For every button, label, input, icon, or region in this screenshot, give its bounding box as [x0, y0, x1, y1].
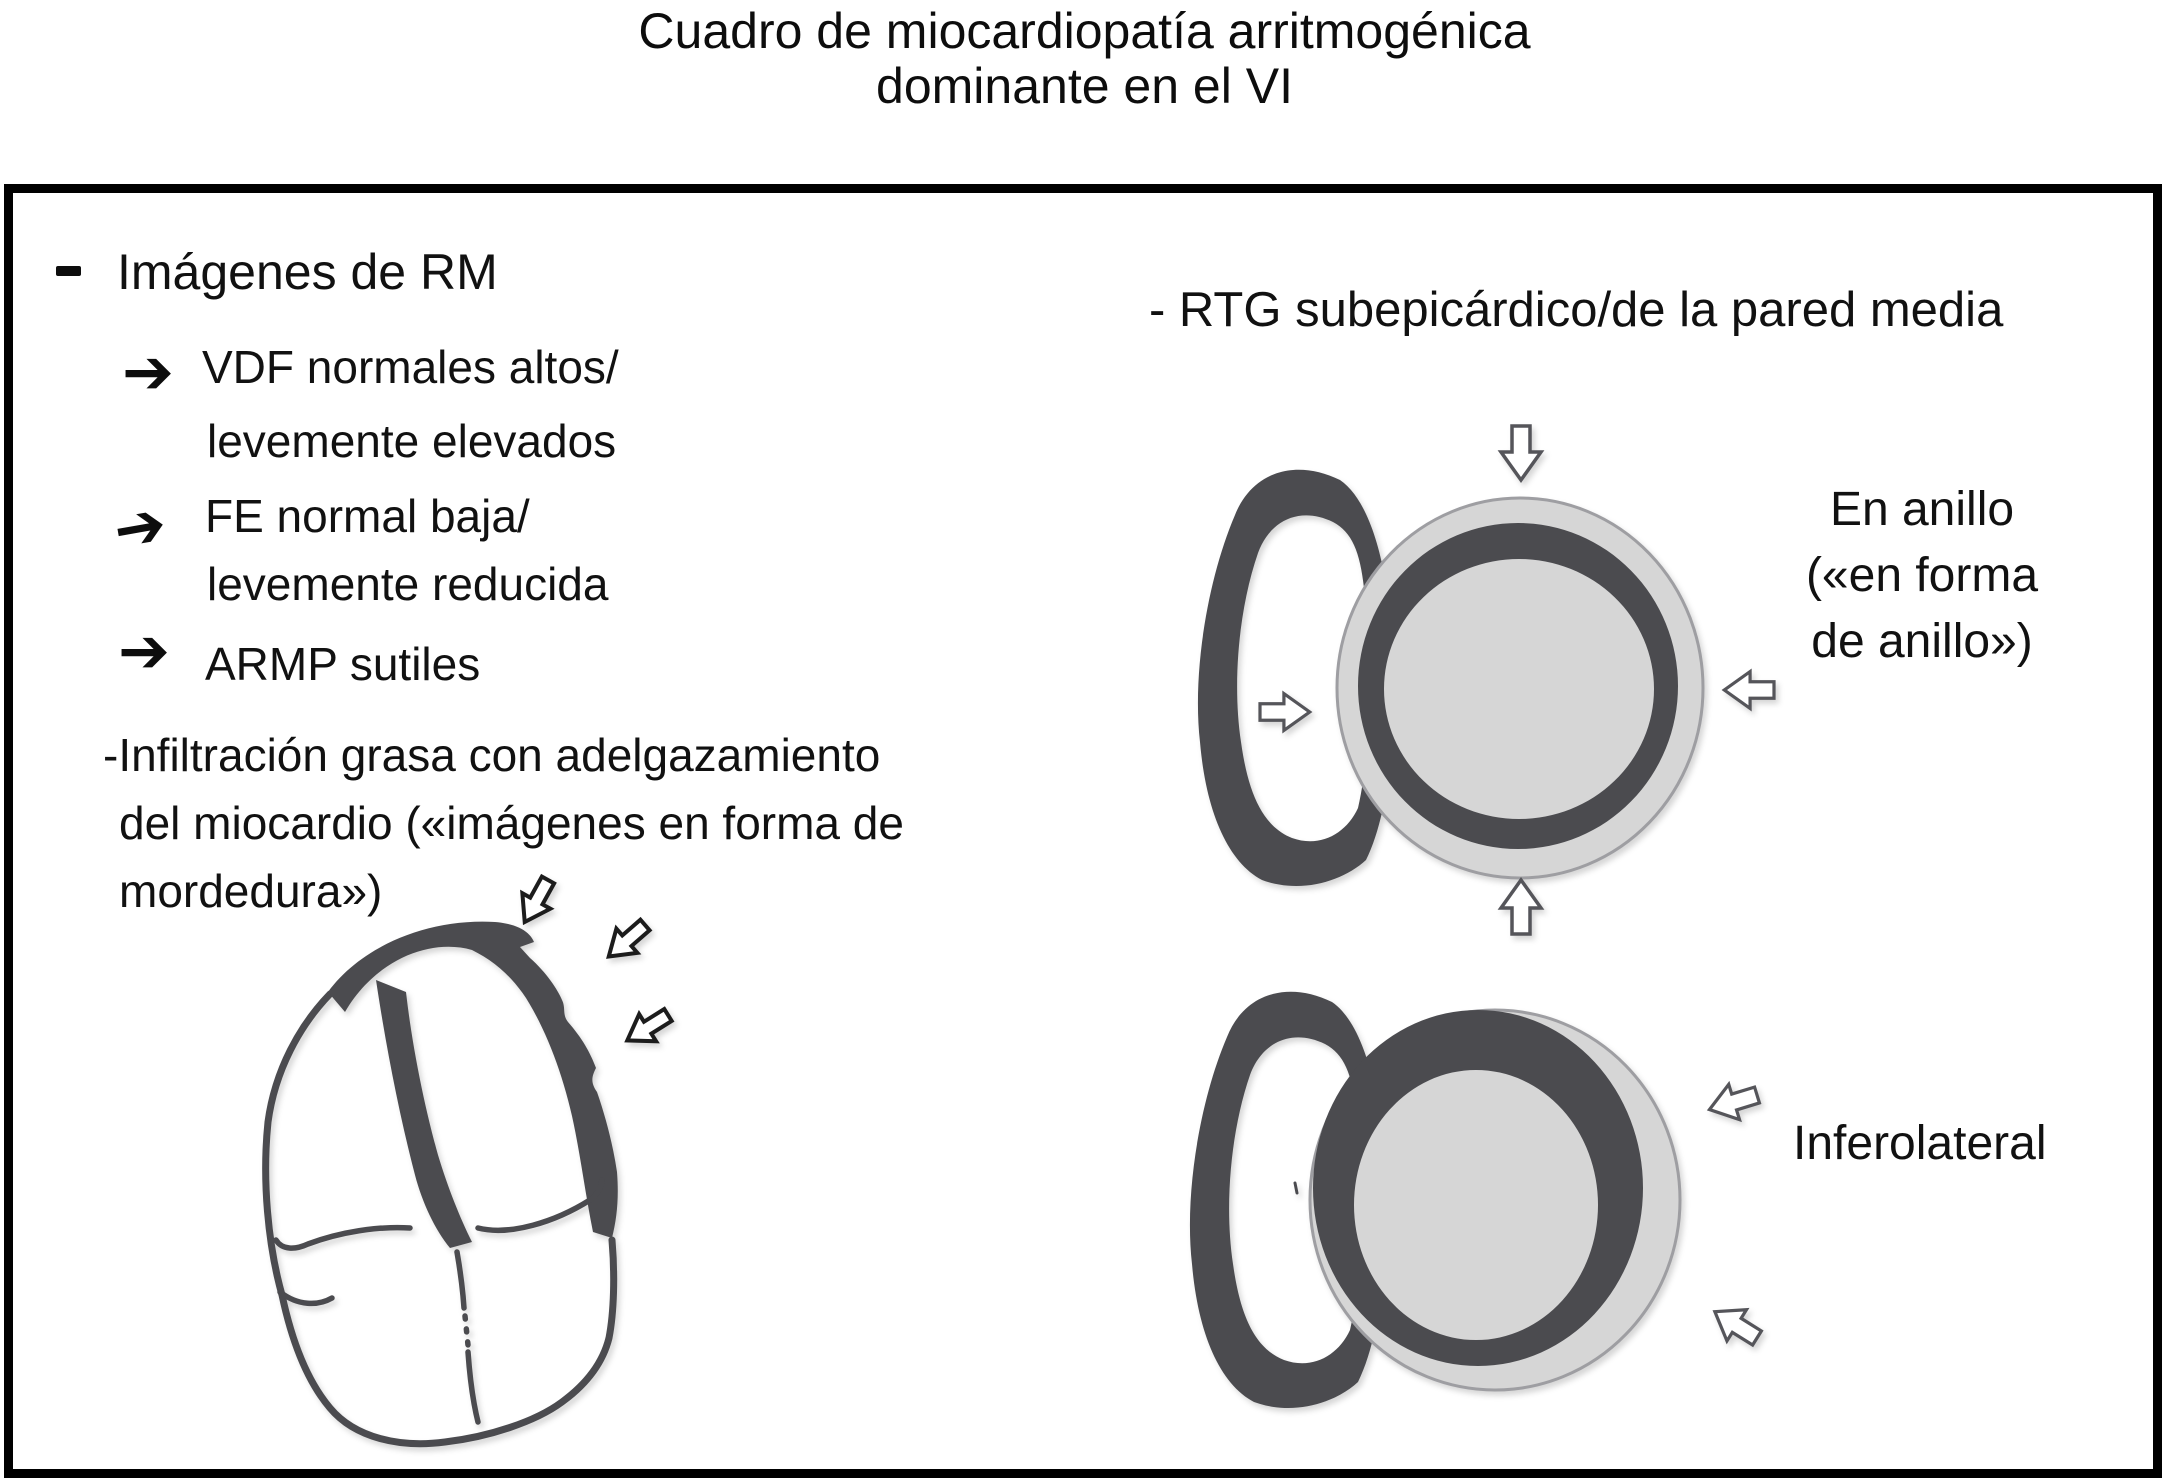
inward-arrow-bottom-icon	[1501, 880, 1541, 934]
lv-ring-diagram-inferolateral	[1140, 960, 1800, 1430]
bullet-item-fe-line1: FE normal baja/	[205, 490, 530, 542]
inward-arrow-left-icon	[1260, 694, 1310, 731]
atrial-fold-line	[280, 1292, 332, 1303]
figure-title	[0, 4, 2169, 114]
pen-mark	[1295, 1183, 1297, 1193]
ring-pattern-label-line3: de anillo»)	[1811, 615, 2033, 668]
left-av-groove-line	[276, 1228, 410, 1248]
bullet-arrow-icon: ➔	[118, 614, 170, 687]
thinned-wall-band	[328, 922, 618, 1238]
fat-infiltration-note-line3: mordedura»)	[119, 865, 383, 917]
inferolateral-label: Inferolateral	[1793, 1117, 2047, 1170]
figure-title-line1: Cuadro de miocardiopatía arritmogénica	[638, 3, 1531, 59]
fat-infiltration-note-line2: del miocardio («imágenes en forma de	[119, 797, 904, 849]
right-av-groove-line	[478, 1180, 602, 1230]
bullet-arrow-icon: ➔	[122, 335, 174, 408]
mri-section-heading: Imágenes de RM	[117, 244, 498, 300]
heart-long-axis-sketch	[210, 850, 710, 1475]
bite-arrow-icon	[511, 872, 562, 929]
figure-title-line2: dominante en el VI	[876, 58, 1293, 114]
bullet-item-armp: ARMP sutiles	[205, 638, 481, 690]
bite-arrow-icon	[598, 913, 655, 969]
interatrial-line-lower	[468, 1352, 478, 1422]
ring-pattern-label	[1762, 477, 2082, 675]
dash-bullet-icon	[56, 266, 81, 276]
lge-section-heading: - RTG subepicárdico/de la pared media	[1149, 283, 2004, 337]
bullet-arrow-icon: ➔	[107, 486, 172, 567]
bite-arrow-icon	[619, 1001, 677, 1054]
interatrial-line-upper	[457, 1252, 464, 1308]
ring-pattern-label-line1: En anillo	[1829, 483, 2015, 536]
bullet-item-vdf-line2: levemente elevados	[207, 415, 617, 467]
inward-arrow-right-icon	[1724, 672, 1774, 709]
lv-ring-diagram-annular	[1140, 390, 1800, 960]
inferolateral-arrow-upper-icon	[1704, 1077, 1762, 1127]
fat-infiltration-note-line1: -Infiltración grasa con adelgazamiento	[103, 729, 881, 781]
bullet-item-vdf-line1: VDF normales altos/	[202, 341, 619, 393]
ring-pattern-label-line2: («en forma	[1805, 549, 2039, 602]
bullet-item-fe-line2: levemente reducida	[207, 558, 609, 610]
interatrial-line-dotted	[465, 1316, 468, 1345]
septum-band	[376, 980, 472, 1248]
inward-arrow-top-icon	[1501, 426, 1541, 480]
inferolateral-arrow-lower-icon	[1705, 1296, 1767, 1354]
